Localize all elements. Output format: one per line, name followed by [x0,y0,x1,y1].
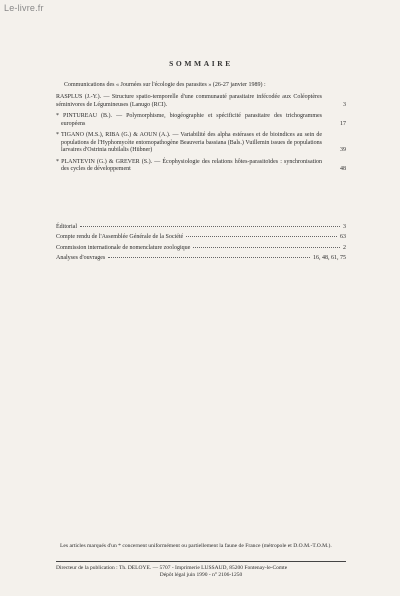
publication-footer [56,561,346,579]
misc-row [56,245,346,253]
article-entry [56,94,346,109]
misc-page: 2 [343,244,346,251]
article-page: 17 [340,120,346,127]
misc-row [56,255,346,263]
article-page: 39 [340,147,346,153]
misc-page: 63 [340,234,346,240]
article-text: * PLANTEVIN (G.) & GREVER (S.). — Écophysiologie des relations hôtes-parasitoïdes : synchronisation des cycles de développement [56,158,322,172]
article-text: * PINTUREAU (B.). — Polymorphisme, biogéographie et spécificité parasitaire des trichogrammes européens [56,113,322,127]
article-entry [56,159,346,174]
leader-dots [186,236,337,237]
footer-legal-deposit: Dépôt légal juin 1990 - n° 2106-1250 [159,572,243,578]
footnote [60,543,345,550]
misc-row [56,224,346,232]
leader-dots [108,257,310,258]
leader-dots [80,226,340,227]
intro-text: Communications des « Journées sur l'écologie des parasites » (26-27 janvier 1989) : [64,81,266,88]
misc-label: Commission internationale de nomenclature zoologique [56,244,191,251]
article-page: 3 [343,101,346,108]
footer-divider [56,561,346,562]
misc-label: Compte rendu de l'Assemblée Générale de la Société [56,234,184,240]
article-entry [56,132,346,155]
article-entry [56,113,346,128]
misc-label: Analyses d'ouvrages [56,255,106,261]
leader-dots [193,247,340,248]
article-text: * TIGANO (M.S.), RIBA (G.) & AOUN (A.). — Variabilité des alpha estérases et de bioindices au sein de populations de l'Hyphomycète entomopathogène Beauveria bassiana (Bals.) Vuillemin issues de populations larvaires d'Ostrinia nubilalis (Hübner) [56,132,322,153]
misc-label: Éditorial [56,223,77,230]
footnote-text: Les articles marqués d'un * concernent uniformément ou partiellement la faune de France (métropole et D.O.M.-T.O.M.). [60,543,332,549]
article-page: 48 [340,166,346,172]
footer-publisher: Directeur de la publication : Th. DELOYE. — 5707 - Imprimerie LUSSAUD, 85200 Fontenay-le-Comte [56,565,288,571]
misc-page: 3 [343,223,346,230]
page-title: SOMMAIRE [169,59,233,68]
watermark-logo: Le-livre.fr [4,3,44,13]
article-list [56,94,346,174]
misc-list [56,224,346,263]
article-text: RASPLUS (J.-Y.). — Structure spatio-temporelle d'une communauté parasitaire infécodée aux Coléoptères séminivores de Légumineuses (Lanugo (RCI). [56,94,322,108]
misc-row [56,234,346,242]
summary-page [56,60,346,266]
misc-page: 16, 48, 61, 75 [313,255,346,261]
